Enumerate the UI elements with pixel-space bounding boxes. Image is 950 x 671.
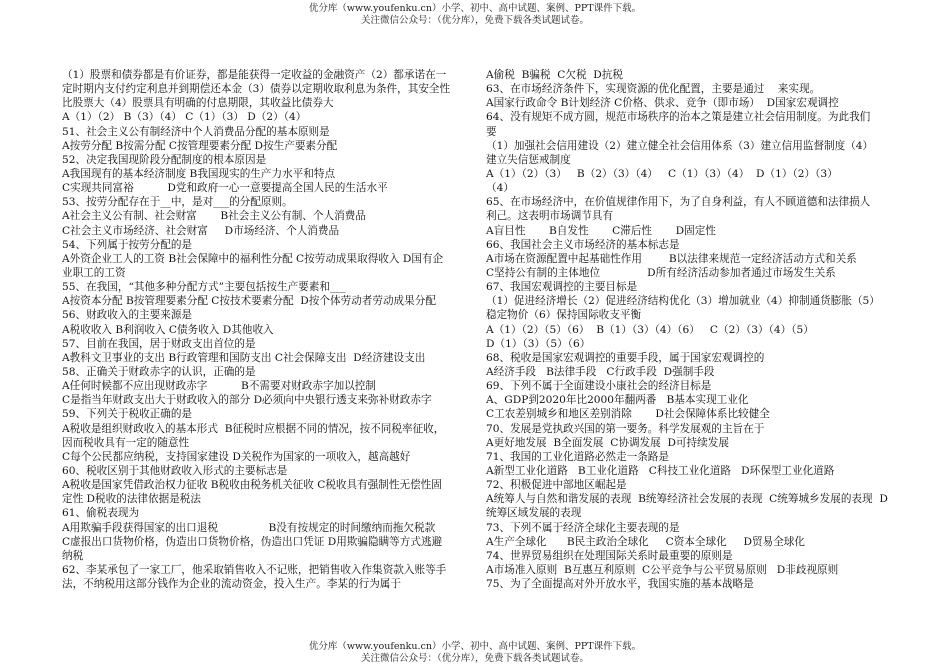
- text-line: （1）加强社会信用建设（2）建立健全社会信用体系（3）建立信用监督制度（4）: [486, 139, 874, 152]
- text-line: A市场准入原则 B互惠互利原则 C公平竞争与公平贸易原则 D非歧视原则: [486, 563, 839, 576]
- text-line: 65、在市场经济中，在价值规律作用下，为了自身利益，有人不顾道德和法律损人: [486, 196, 871, 209]
- text-line: 纳税: [62, 549, 84, 562]
- text-line: A新型工业化道路 B工业化道路 C科技工业化道路 D环保型工业化道路: [486, 464, 835, 477]
- text-line: 法，不纳税用这部分钱作为企业的流动资金，投入生产。李某的行为属于: [62, 578, 401, 591]
- text-line: C实现共同富裕 D党和政府一心一意要提高全国人民的生活水平: [62, 182, 388, 195]
- header-line-1: 优分库（www.youfenku.cn）小学、初中、高中试题、案例、PPT课件下载。: [308, 3, 642, 14]
- text-line: C工农差别城乡和地区差别消除 D社会保障体系比较健全: [486, 408, 770, 421]
- text-line: 74、世界贸易组织在处理国际关系时最重要的原则是: [486, 549, 733, 562]
- text-line: A、GDP到2020年比2000年翻两番 B基本实现工业化: [486, 394, 749, 407]
- page-footer: [0, 641, 950, 665]
- text-line: A我国现有的基本经济制度 B我国现实的生产力水平和特点: [62, 167, 336, 180]
- text-line: A统筹人与自然和谐发展的表现 B统筹经济社会发展的表现 C统筹城乡发展的表现 D: [486, 493, 888, 506]
- text-line: 66、我国社会主义市场经济的基本标志是: [486, 238, 680, 251]
- text-line: D（1）（3）（5）（6）: [486, 337, 591, 350]
- text-line: A任何时候都不应出现财政赤字 B不需要对财政赤字加以控制: [62, 380, 376, 393]
- header-line-2: 关注微信公众号：（优分库），免费下载各类试题试卷。: [360, 15, 589, 26]
- text-line: 统筹区域发展的表现: [486, 507, 582, 520]
- text-line: C每个公民都应纳税，支持国家建设 D关税作为国家的一项收入，越高越好: [62, 450, 411, 463]
- text-line: A盲目性 B自发性 C滞后性 D固定性: [486, 224, 716, 237]
- text-line: A按资本分配 B按管理要素分配 C按技术要素分配 D按个体劳动者劳动成果分配: [62, 295, 436, 308]
- text-line: 业职工的工资: [62, 266, 126, 279]
- text-line: 利己。这表明市场调节具有: [486, 210, 614, 223]
- text-line: 59、下列关于税收正确的是: [62, 408, 193, 421]
- text-line: 定时期内支付约定利息并到期偿还本金（3）债券以定期收取利息为条件，其安全性: [62, 83, 451, 96]
- text-line: A经济手段 B法律手段 C行政手段 D强制手段: [486, 365, 715, 378]
- text-line: 69、下列不属于全面建设小康社会的经济目标是: [486, 380, 712, 393]
- text-line: A税收收入 B利润收入 C债务收入 D其他收入: [62, 323, 274, 336]
- text-line: 稳定物价（6）保持国际收支平衡: [486, 309, 642, 322]
- left-column: [62, 68, 472, 591]
- text-line: 要: [486, 125, 497, 138]
- text-line: A市场在资源配置中起基础性作用 B以法律来规范一定经济活动方式和关系: [486, 252, 857, 265]
- text-line: 61、偷税表现为: [62, 507, 140, 520]
- text-line: 67、我国宏观调控的主要目标是: [486, 281, 638, 294]
- text-line: 建立失信惩戒制度: [486, 153, 571, 166]
- text-line: A外资企业工人的工资 B社会保障中的福利性分配 C按劳动成果取得收入 D国有企: [62, 252, 444, 265]
- text-line: 62、李某承包了一家工厂，他采取销售收入不记账，把销售收入作集资款入账等手: [62, 563, 447, 576]
- text-line: 因而税收具有一定的随意性: [62, 436, 190, 449]
- text-line: C虚报出口货物价格，伪造出口货物价格，伪造出口凭证 D用欺骗隐瞒等方式逃避: [62, 535, 443, 548]
- text-line: A社会主义公有制、社会财富 B社会主义公有制、个人消费品: [62, 210, 366, 223]
- text-line: A用欺骗手段获得国家的出口退税 B没有按规定的时间缴纳而拖欠税款: [62, 521, 436, 534]
- text-line: 比股票大（4）股票具有明确的付息期限，其收益比债券大: [62, 97, 334, 110]
- footer-line-2: 关注微信公众号：（优分库），免费下载各类试题试卷。: [360, 653, 589, 664]
- text-line: 71、我国的工业化道路必然走一条路是: [486, 450, 669, 463]
- right-column: [486, 68, 896, 591]
- text-line: 53、按劳分配存在于__中，是对___的分配原则。: [62, 196, 293, 209]
- text-line: 60、税收区别于其他财政收入形式的主要标志是: [62, 464, 288, 477]
- text-line: A按劳分配 B按需分配 C按管理要素分配 D按生产要素分配: [62, 139, 338, 152]
- text-line: （1）促进经济增长（2）促进经济结构优化（3）增加就业（4）抑制通货膨胀（5）: [486, 295, 880, 308]
- text-line: C坚持公有制的主体地位 D所有经济活动参加者通过市场发生关系: [486, 266, 836, 279]
- text-line: A（1）（2）（3） B（2）（3）（4） C（1）（3）（4） D（1）（2）（3）: [486, 167, 838, 180]
- text-line: 73、下列不属于经济全球化主要表现的是: [486, 521, 680, 534]
- text-line: 58、正确关于财政赤字的认识，正确的是: [62, 365, 256, 378]
- text-line: 定性 D税收的法律依据是税法: [62, 493, 201, 506]
- text-line: 72、积极促进中部地区崛起是: [486, 479, 627, 492]
- text-line: （1）股票和债券都是有价证券，都是能获得一定收益的金融资产（2）都承诺在一: [62, 69, 447, 81]
- text-line: A（1）（2） B（3）（4） C（1）（3） D（2）（4）: [62, 111, 307, 124]
- text-line: A税收是组织财政收入的基本形式 B征税时应根据不同的情况，按不同税率征收，: [62, 422, 445, 435]
- text-line: （4）: [486, 182, 514, 195]
- text-line: 57、目前在我国，居于财政支出首位的是: [62, 337, 256, 350]
- text-line: A偷税 B骗税 C欠税 D抗税: [486, 69, 623, 81]
- text-line: 68、税收是国家宏观调控的重要手段，属于国家宏观调控的: [486, 351, 765, 364]
- text-line: 63、在市场经济条件下，实现资源的优化配置，主要是通过 来实现。: [486, 83, 821, 96]
- text-line: C社会主义市场经济、社会财富 D市场经济、个人消费品: [62, 224, 340, 237]
- page-header: [0, 3, 950, 27]
- text-line: 51、社会主义公有制经济中个人消费品分配的基本原则是: [62, 125, 330, 138]
- text-line: A税收是国家凭借政治权力征收 B税收由税务机关征收 C税收具有强制性无偿性固: [62, 479, 442, 492]
- text-line: A（1）（2）（5）（6） B（1）（3）（4）（6） C（2）（3）（4）（5）: [486, 323, 814, 336]
- text-line: 64、没有规矩不成方圆，规范市场秩序的治本之策是建立社会信用制度。为此我们: [486, 111, 871, 124]
- text-line: A更好地发展 B全面发展 C协调发展 D可持续发展: [486, 436, 729, 449]
- text-line: 52、决定我国现阶段分配制度的根本原因是: [62, 153, 267, 166]
- text-line: C是指当年财政支出大于财政收入的部分 D必须向中央银行透支来弥补财政赤字: [62, 394, 432, 407]
- text-line: A生产全球化 B民主政治全球化 C资本全球化 D贸易全球化: [486, 535, 805, 548]
- text-line: A教科文卫事业的支出 B行政管理和国防支出 C社会保障支出 D经济建设支出: [62, 351, 426, 364]
- text-line: 56、财政收入的主要来源是: [62, 309, 193, 322]
- footer-line-1: 优分库（www.youfenku.cn）小学、初中、高中试题、案例、PPT课件下载。: [308, 641, 642, 652]
- text-line: 75、为了全面提高对外开放水平，我国实施的基本战略是: [486, 578, 754, 591]
- text-line: A国家行政命令 B计划经济 C价格、供求、竞争（即市场） D国家宏观调控: [486, 97, 839, 110]
- text-line: 54、下列属于按劳分配的是: [62, 238, 193, 251]
- text-line: 70、发展是党执政兴国的第一要务。科学发展观的主旨在于: [486, 422, 765, 435]
- text-line: 55、在我国，“其他多种分配方式”主要包括按生产要素和___: [62, 281, 346, 294]
